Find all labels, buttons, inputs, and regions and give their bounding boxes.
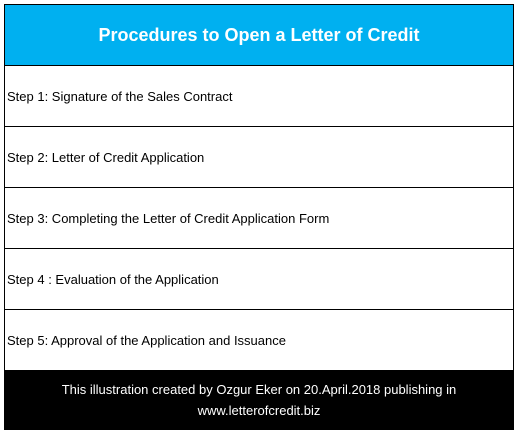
step-row-4 [5,249,513,310]
footer-credit-line: This illustration created by Ozgur Eker on 20.April.2018 publishing in [61,382,457,397]
step-row-2 [5,127,513,188]
procedure-table [4,4,514,430]
table-title: Procedures to Open a Letter of Credit [5,5,513,66]
step-row-3 [5,188,513,249]
step-label: Step 3: Completing the Letter of Credit Application Form [7,210,330,226]
step-row-5 [5,310,513,371]
credit-footer [5,371,513,429]
footer-website: www.letterofcredit.biz [197,403,321,418]
step-label: Step 5: Approval of the Application and Issuance [7,332,286,348]
step-label: Step 2: Letter of Credit Application [7,149,205,165]
step-label: Step 1: Signature of the Sales Contract [7,88,233,104]
step-row-1 [5,66,513,127]
step-label: Step 4 : Evaluation of the Application [7,271,219,287]
